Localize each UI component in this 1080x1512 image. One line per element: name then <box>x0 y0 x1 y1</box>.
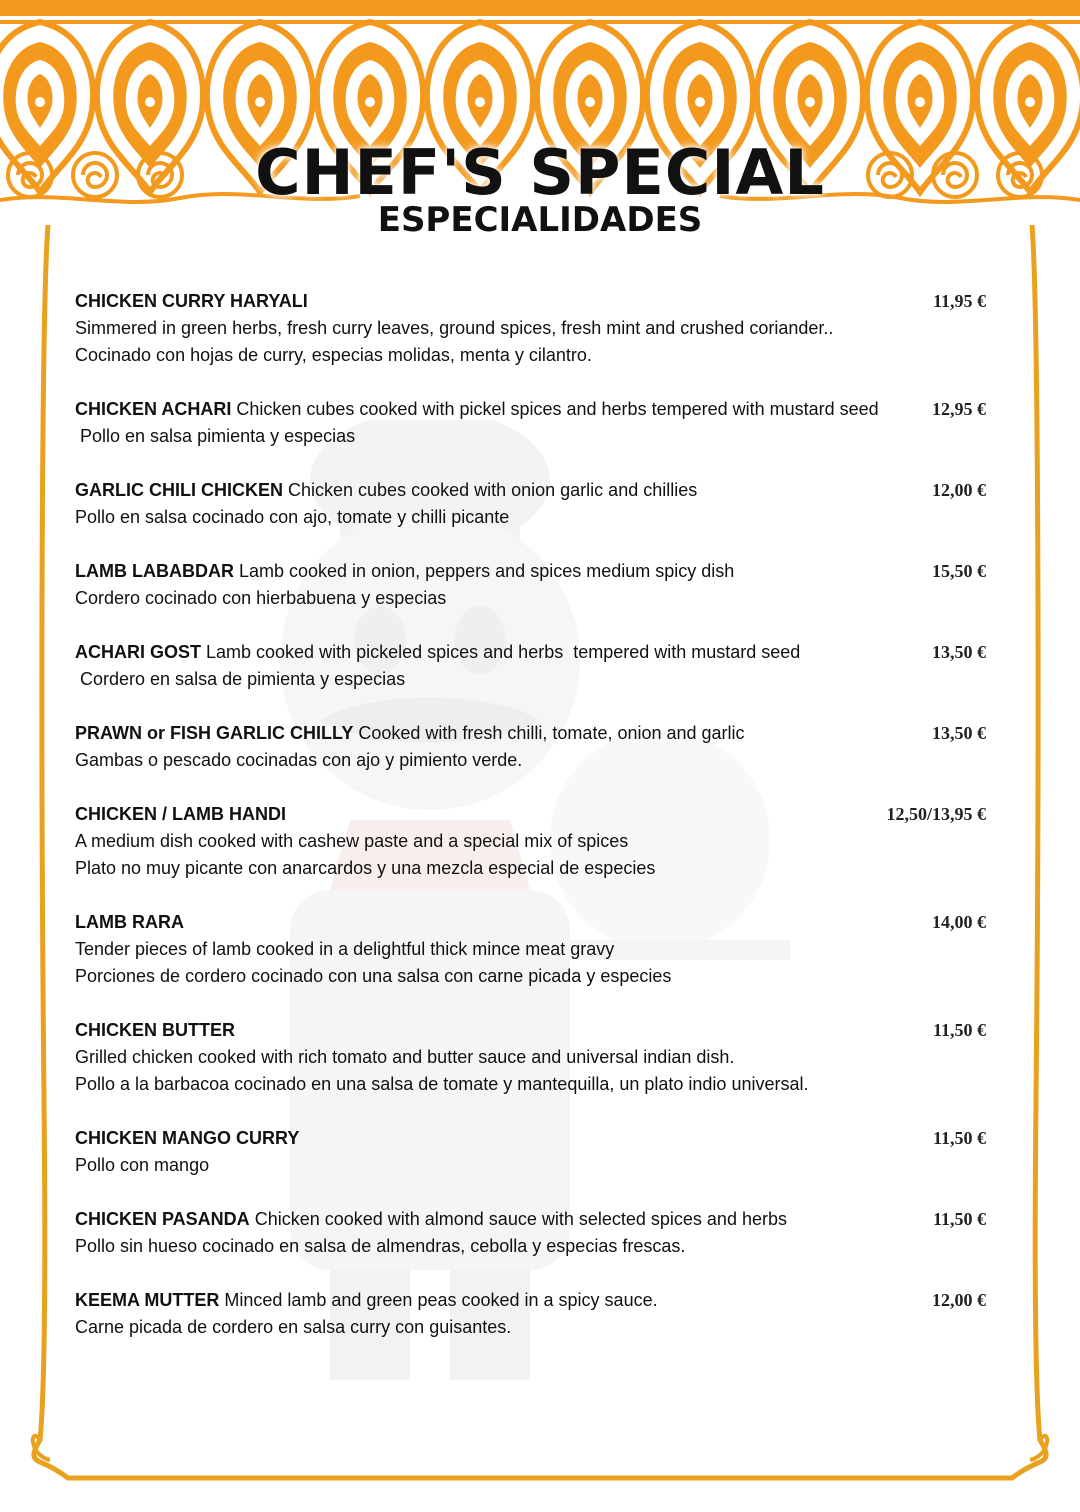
dish-name: LAMB RARA <box>75 912 184 932</box>
dish-price: 13,50 € <box>932 642 986 662</box>
dish-price: 15,50 € <box>932 561 986 581</box>
dish-description: Gambas o pescado cocinadas con ajo y pimiento verde. <box>75 750 523 770</box>
dish-description-en: Chicken cubes cooked with pickel spices and herbs tempered with mustard seed <box>231 399 879 419</box>
dish-description: Cordero cocinado con hierbabuena y especias <box>75 588 447 608</box>
dish-price: 12,00 € <box>932 480 986 500</box>
menu-item <box>75 909 990 1017</box>
menu-item <box>75 558 990 639</box>
dish-price: 11,95 € <box>932 291 986 311</box>
dish-description: Carne picada de cordero en salsa curry con guisantes. <box>75 1317 512 1337</box>
menu-item <box>75 396 990 477</box>
dish-description: Pollo sin hueso cocinado en salsa de almendras, cebolla y especias frescas. <box>75 1236 686 1256</box>
dish-description: Cordero en salsa de pimienta y especias <box>75 669 406 689</box>
dish-name: LAMB LABABDAR <box>75 561 234 581</box>
dish-description: Pollo a la barbacoa cocinado en una salsa de tomate y mantequilla, un plato indio universal. <box>75 1074 809 1094</box>
page-title: CHEF'S SPECIAL <box>255 136 825 209</box>
menu-item <box>75 477 990 558</box>
dish-name: CHICKEN / LAMB HANDI <box>75 804 286 824</box>
dish-description: Plato no muy picante con anarcardos y una mezcla especial de especies <box>75 858 656 878</box>
dish-description-en: Lamb cooked with pickeled spices and herbs tempered with mustard seed <box>201 642 801 662</box>
dish-name: CHICKEN MANGO CURRY <box>75 1128 300 1148</box>
dish-description: Grilled chicken cooked with rich tomato and butter sauce and universal indian dish. <box>75 1047 735 1067</box>
menu-item <box>75 1017 990 1125</box>
dish-description: Pollo en salsa cocinado con ajo, tomate y chilli picante <box>75 507 510 527</box>
dish-description: Pollo con mango <box>75 1155 210 1175</box>
dish-name: ACHARI GOST <box>75 642 201 662</box>
dish-price: 11,50 € <box>932 1209 986 1229</box>
dish-description: Pollo en salsa pimienta y especias <box>75 426 356 446</box>
dish-name: CHICKEN BUTTER <box>75 1020 235 1040</box>
dish-name: CHICKEN CURRY HARYALI <box>75 291 308 311</box>
dish-price: 14,00 € <box>932 912 986 932</box>
dish-price: 12,95 € <box>932 399 986 419</box>
dish-name: CHICKEN ACHARI <box>75 399 232 419</box>
menu-item <box>75 1125 990 1206</box>
menu-item <box>75 801 990 909</box>
dish-description: Cocinado con hojas de curry, especias molidas, menta y cilantro. <box>75 345 592 365</box>
dish-name: CHICKEN PASANDA <box>75 1209 250 1229</box>
dish-price: 13,50 € <box>932 723 986 743</box>
dish-name: KEEMA MUTTER <box>75 1290 220 1310</box>
menu-list <box>75 288 990 1368</box>
dish-description-en: Lamb cooked in onion, peppers and spices medium spicy dish <box>233 561 735 581</box>
dish-name: GARLIC CHILI CHICKEN <box>75 480 283 500</box>
dish-description-en: Chicken cooked with almond sauce with selected spices and herbs <box>249 1209 787 1229</box>
dish-price: 11,50 € <box>932 1020 986 1040</box>
menu-item <box>75 288 990 396</box>
dish-description: Simmered in green herbs, fresh curry leaves, ground spices, fresh mint and crushed coriander.. <box>75 318 834 338</box>
dish-description: Porciones de cordero cocinado con una salsa con carne picada y especies <box>75 966 672 986</box>
dish-description-en: Minced lamb and green peas cooked in a spicy sauce. <box>219 1290 658 1310</box>
dish-price: 11,50 € <box>932 1128 986 1148</box>
menu-item <box>75 1287 990 1368</box>
dish-description: Tender pieces of lamb cooked in a delightful thick mince meat gravy <box>75 939 615 959</box>
dish-price: 12,00 € <box>932 1290 986 1310</box>
menu-item <box>75 1206 990 1287</box>
dish-price: 12,50/13,95 € <box>886 804 986 824</box>
dish-description: A medium dish cooked with cashew paste and a special mix of spices <box>75 831 629 851</box>
menu-item <box>75 639 990 720</box>
page-subtitle: ESPECIALIDADES <box>377 200 703 240</box>
menu-item <box>75 720 990 801</box>
dish-description-en: Cooked with fresh chilli, tomate, onion and garlic <box>353 723 745 743</box>
dish-description-en: Chicken cubes cooked with onion garlic and chillies <box>283 480 698 500</box>
dish-name: PRAWN or FISH GARLIC CHILLY <box>75 723 354 743</box>
